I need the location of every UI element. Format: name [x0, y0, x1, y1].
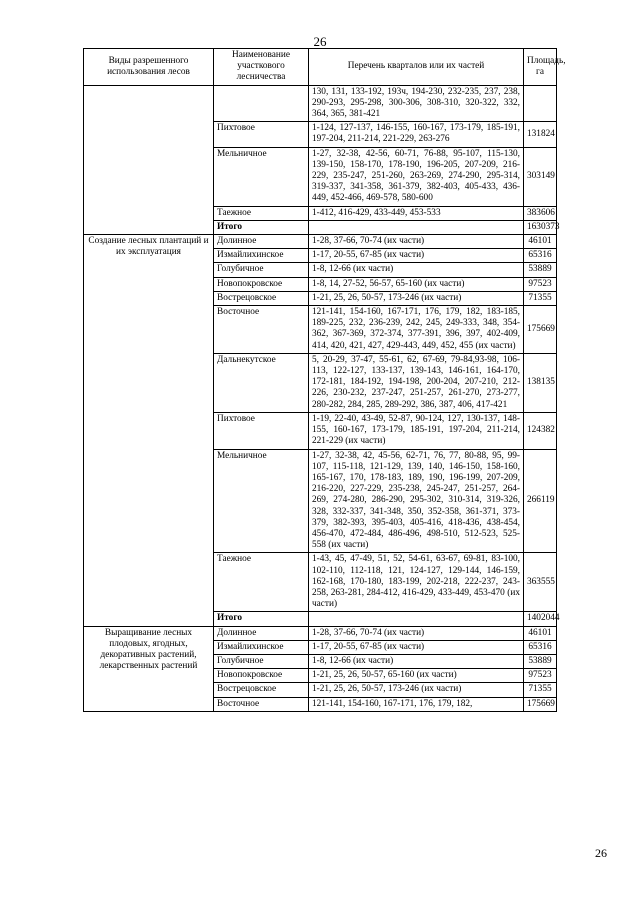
- use-type-cell: [84, 85, 214, 234]
- section-cultivation: [84, 626, 557, 711]
- area-cell: 363555: [524, 553, 557, 612]
- quarters-cell: 1-27, 32-38, 42-56, 60-71, 76-88, 95-107, 115-130, 139-150, 158-170, 178-190, 196-205, 207-209, 216-229, 235-247, 251-260, 263-269, 274-290, 295-314, 319-337, 341-358, 361-379, 382-403, 405-433, 436-449, 452-466, 469-578, 580-600: [309, 147, 524, 206]
- area-cell: 138135: [524, 353, 557, 412]
- quarters-cell: 1-8, 12-66 (их части): [309, 263, 524, 277]
- page-number-bottom: 26: [595, 846, 607, 860]
- area-cell: 71355: [524, 291, 557, 305]
- total-label: Итого: [214, 612, 309, 626]
- quarters-cell: 1-21, 25, 26, 50-57, 173-246 (их части): [309, 683, 524, 697]
- area-cell: 131824: [524, 122, 557, 147]
- forestry-cell: Голубичное: [214, 263, 309, 277]
- quarters-cell: 5, 20-29, 37-47, 55-61, 62, 67-69, 79-84,93-98, 106-113, 122-127, 133-137, 139-143, 146-161, 164-170, 172-181, 184-192, 194-198, 200-204, 207-210, 212-226, 230-232, 237-247, 251-257, 261-270, 273-277, 280-282, 284, 285, 289-292, 386, 387, 406, 417-421: [309, 353, 524, 412]
- quarters-cell: 1-8, 14, 27-52, 56-57, 65-160 (их части): [309, 277, 524, 291]
- forestry-cell: Мельничное: [214, 449, 309, 553]
- use-type-cell: Создание лесных плантаций и их эксплуатация: [84, 235, 214, 627]
- forestry-cell: [214, 85, 309, 122]
- section-plantations: [84, 235, 560, 627]
- quarters-cell: 1-28, 37-66, 70-74 (их части): [309, 626, 524, 640]
- quarters-cell: 1-124, 127-137, 146-155, 160-167, 173-179, 185-191, 197-204, 211-214, 221-229, 263-276: [309, 122, 524, 147]
- quarters-cell: 1-27, 32-38, 42, 45-56, 62-71, 76, 77, 80-88, 95, 99-107, 115-118, 121-129, 139, 140, 146-150, 158-160, 165-167, 170, 178-183, 189, 190, 196-199, 207-209, 216-220, 227-229, 235-238, 245-247, 251-257, 264-269, 274-280, 286-290, 295-302, 310-314, 319-326, 328, 332-337, 341-348, 350, 352-358, 361-371, 373-379, 382-393, 395-403, 405-416, 418-436, 438-454, 456-470, 472-484, 486-496, 498-510, 512-523, 525-558 (их части): [309, 449, 524, 553]
- quarters-cell: 1-17, 20-55, 67-85 (их части): [309, 249, 524, 263]
- forestry-cell: Вострецовское: [214, 291, 309, 305]
- forestry-cell: Пихтовое: [214, 122, 309, 147]
- area-cell: 53889: [524, 654, 557, 668]
- area-cell: 97523: [524, 669, 557, 683]
- quarters-cell: 1-21, 25, 26, 50-57, 65-160 (их части): [309, 669, 524, 683]
- forestry-cell: Восточное: [214, 306, 309, 354]
- forestry-cell: Восточное: [214, 697, 309, 711]
- quarters-cell: 1-412, 416-429, 433-449, 453-533: [309, 206, 524, 220]
- table-row: [84, 85, 557, 122]
- forestry-cell: Измайлихинское: [214, 249, 309, 263]
- area-cell: 124382: [524, 412, 557, 449]
- forestry-cell: Измайлихинское: [214, 640, 309, 654]
- forestry-cell: Мельничное: [214, 147, 309, 206]
- area-cell: 383606: [524, 206, 557, 220]
- forestry-cell: Долинное: [214, 235, 309, 249]
- forestry-cell: Таежное: [214, 206, 309, 220]
- header-use-type: Виды разрешенного использования лесов: [84, 49, 214, 86]
- header-quarters: Перечень кварталов или их частей: [309, 49, 524, 86]
- area-cell: [524, 85, 557, 122]
- area-cell: 46101: [524, 235, 557, 249]
- quarters-cell: 1-21, 25, 26, 50-57, 173-246 (их части): [309, 291, 524, 305]
- quarters-cell: [309, 220, 524, 234]
- area-cell: 71355: [524, 683, 557, 697]
- table-header-row: [84, 49, 557, 86]
- area-cell: 266119: [524, 449, 557, 553]
- forestry-cell: Долинное: [214, 626, 309, 640]
- area-cell: 65316: [524, 249, 557, 263]
- quarters-cell: 1-8, 12-66 (их части): [309, 654, 524, 668]
- quarters-cell: 1-19, 22-40, 43-49, 52-87, 90-124, 127, 130-137, 148-155, 160-167, 173-179, 185-191, 197-204, 211-214, 221-229 (их части): [309, 412, 524, 449]
- quarters-cell: 1-17, 20-55, 67-85 (их части): [309, 640, 524, 654]
- quarters-cell: [309, 612, 524, 626]
- total-area: 1630373: [524, 220, 557, 234]
- header-forestry: Наименование участкового лесничества: [214, 49, 309, 86]
- quarters-cell: 1-43, 45, 47-49, 51, 52, 54-61, 63-67, 69-81, 83-100, 102-110, 112-118, 121, 124-127, 129-144, 146-159, 162-168, 170-180, 183-199, 202-218, 222-237, 243-258, 263-281, 284-412, 416-429, 433-449, 453-470 (их части): [309, 553, 524, 612]
- total-area: 1402044: [524, 612, 557, 626]
- table-row: [84, 626, 557, 640]
- quarters-cell: 130, 131, 133-192, 193ч, 194-230, 232-235, 237, 238, 290-293, 295-298, 300-306, 308-310, 320-322, 332, 364, 365, 381-421: [309, 85, 524, 122]
- quarters-cell: 121-141, 154-160, 167-171, 176, 179, 182,: [309, 697, 524, 711]
- forestry-cell: Новопокровское: [214, 277, 309, 291]
- area-cell: 175669: [524, 697, 557, 711]
- total-label: Итого: [214, 220, 309, 234]
- area-cell: 175669: [524, 306, 557, 354]
- area-cell: 53889: [524, 263, 557, 277]
- area-cell: 65316: [524, 640, 557, 654]
- header-area: Площадь, га: [524, 49, 557, 86]
- forestry-cell: Вострецовское: [214, 683, 309, 697]
- area-cell: 97523: [524, 277, 557, 291]
- area-cell: 303149: [524, 147, 557, 206]
- quarters-cell: 121-141, 154-160, 167-171, 176, 179, 182, 183-185, 189-225, 232, 236-239, 242, 245, 249-333, 348, 354-362, 367-369, 372-374, 377-391, 396, 397, 402-409, 414, 420, 421, 427, 429-443, 449, 452, 455 (их части): [309, 306, 524, 354]
- forest-use-table: [83, 48, 566, 712]
- quarters-cell: 1-28, 37-66, 70-74 (их части): [309, 235, 524, 249]
- page-number-top: 26: [313, 34, 327, 49]
- forestry-cell: Голубичное: [214, 654, 309, 668]
- area-cell: 46101: [524, 626, 557, 640]
- use-type-cell: Выращивание лесных плодовых, ягодных, декоративных растений, лекарственных растений: [84, 626, 214, 711]
- table-row: [84, 235, 557, 249]
- forestry-cell: Новопокровское: [214, 669, 309, 683]
- forestry-cell: Дальнекутское: [214, 353, 309, 412]
- forestry-cell: Таежное: [214, 553, 309, 612]
- forestry-cell: Пихтовое: [214, 412, 309, 449]
